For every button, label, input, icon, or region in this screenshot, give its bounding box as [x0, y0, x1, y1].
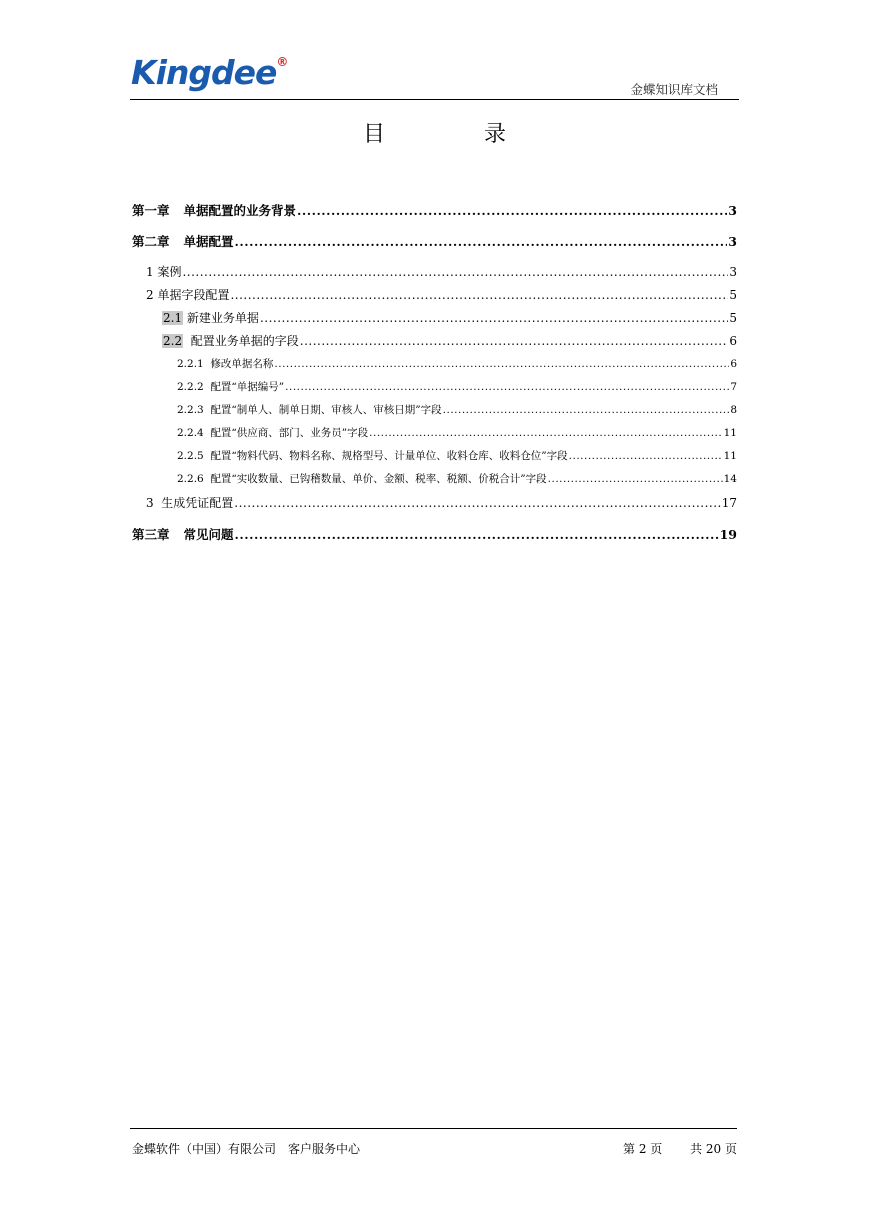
footer-company: 金蝶软件（中国）有限公司 客户服务中心 — [132, 1142, 361, 1156]
toc-entry-2[interactable] — [146, 288, 737, 302]
toc-entry-2-2-1[interactable] — [177, 358, 737, 371]
toc-entry-number: 2.2.6 — [177, 473, 204, 485]
toc-page-number: 6 — [730, 358, 737, 370]
total-pages: 共 20 页 — [690, 1142, 737, 1156]
toc-page-number: 17 — [721, 496, 737, 510]
toc-entry-number: 2.1 — [163, 311, 183, 325]
leader-dots — [548, 473, 723, 486]
leader-dots — [234, 496, 720, 510]
toc-entry-text: 修改单据名称 — [210, 358, 274, 370]
leader-dots — [369, 427, 722, 440]
page-number: 第 2 页 — [623, 1142, 663, 1156]
leader-dots — [285, 381, 729, 394]
toc-entry-number: 第三章 — [132, 527, 170, 542]
leader-dots — [230, 288, 728, 302]
toc-entry-number: 2.2.5 — [177, 450, 204, 462]
toc-entry-3[interactable] — [146, 496, 737, 510]
toc-entry-number: 第一章 — [132, 203, 170, 218]
toc-entry-number: 2.2.3 — [177, 404, 204, 416]
toc-entry-text: 单据字段配置 — [157, 288, 230, 302]
toc-title: 目 录 — [363, 122, 552, 147]
toc-entry-2-1[interactable] — [162, 311, 737, 325]
leader-dots — [235, 527, 719, 542]
footer-page-info — [623, 1140, 737, 1157]
toc-page-number: 5 — [729, 311, 737, 325]
registered-mark: ® — [276, 55, 288, 69]
leader-dots — [297, 203, 727, 218]
toc-page-number: 3 — [729, 265, 737, 279]
header-label: 金蝶知识库文档 — [630, 82, 718, 97]
toc-entry-2-2-4[interactable] — [177, 427, 737, 440]
toc-entry-text: 生成凭证配置 — [161, 496, 234, 510]
leader-dots — [274, 358, 729, 371]
toc-entry-number: 2.2.2 — [177, 381, 204, 393]
toc-entry-2-2-2[interactable] — [177, 381, 737, 394]
toc-entry-text: 配置“制单人、制单日期、审核人、审核日期”字段 — [210, 404, 442, 416]
leader-dots — [443, 404, 730, 417]
toc-entry-text: 单据配置 — [183, 234, 234, 249]
toc-entry-text: 配置“实收数量、已钩稽数量、单价、金额、税率、税额、价税合计”字段 — [210, 473, 547, 485]
toc-page-number: 3 — [728, 203, 737, 218]
toc-entry-text: 新建业务单据 — [186, 311, 259, 325]
toc-entry-text: 配置“单据编号” — [210, 381, 285, 393]
toc-entry-number: 2.2 — [163, 334, 183, 348]
toc-page-number: 3 — [728, 234, 737, 249]
header-rule — [130, 99, 739, 100]
toc-entry-chapter-2[interactable] — [132, 234, 737, 249]
toc-page-number: 7 — [730, 381, 737, 393]
toc-page-number: 5 — [729, 288, 737, 302]
toc-page-number: 14 — [723, 473, 737, 485]
leader-dots — [182, 265, 728, 279]
toc-entry-text: 单据配置的业务背景 — [183, 203, 297, 218]
toc-entry-chapter-3[interactable] — [132, 527, 737, 542]
toc-entry-number: 第二章 — [132, 234, 170, 249]
toc-page-number: 6 — [729, 334, 737, 348]
toc-entry-2-2-6[interactable] — [177, 473, 737, 486]
leader-dots — [569, 450, 723, 463]
toc-page-number: 11 — [723, 427, 737, 439]
leader-dots — [235, 234, 728, 249]
toc-entry-text: 案例 — [157, 265, 182, 279]
toc-entry-text: 配置“供应商、部门、业务员”字段 — [210, 427, 369, 439]
toc-entry-2-2[interactable] — [162, 334, 737, 348]
toc-page-number: 19 — [719, 527, 737, 542]
footer-rule — [130, 1128, 737, 1129]
toc-entry-chapter-1[interactable] — [132, 203, 737, 218]
toc-entry-text: 常见问题 — [183, 527, 234, 542]
toc-entry-number: 2.2.1 — [177, 358, 204, 370]
toc-entry-text: 配置“物料代码、物料名称、规格型号、计量单位、收料仓库、收料仓位”字段 — [210, 450, 568, 462]
toc-entry-number: 1 — [146, 265, 154, 279]
toc-entry-number: 2.2.4 — [177, 427, 204, 439]
toc-entry-2-2-5[interactable] — [177, 450, 737, 463]
toc-entry-number: 3 — [146, 496, 154, 510]
toc-page-number: 11 — [723, 450, 737, 462]
toc-entry-number: 2 — [146, 288, 154, 302]
toc-entry-2-2-3[interactable] — [177, 404, 737, 417]
kingdee-logo: Kingdee® — [131, 53, 288, 92]
toc-entry-text: 配置业务单据的字段 — [190, 334, 299, 348]
toc-entry-1[interactable] — [146, 265, 737, 279]
leader-dots — [260, 311, 728, 325]
leader-dots — [300, 334, 729, 348]
toc-page-number: 8 — [730, 404, 737, 416]
